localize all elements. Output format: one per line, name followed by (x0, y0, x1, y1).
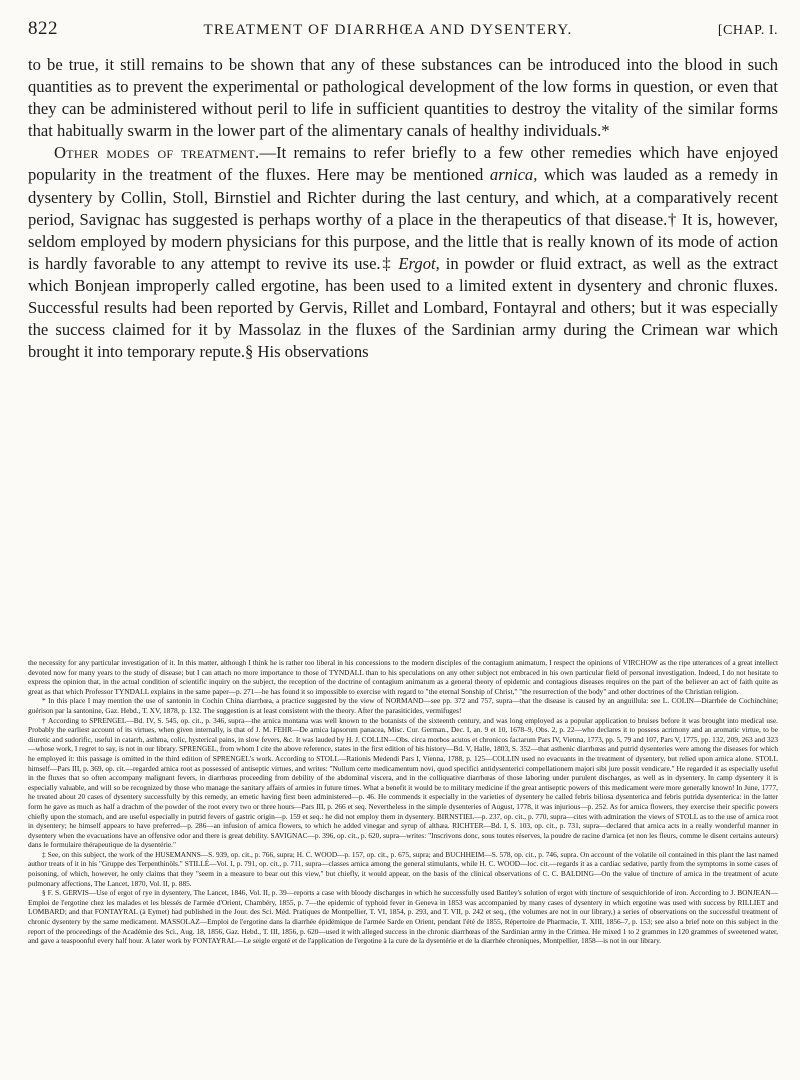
footnote-star: * In this place I may mention the use of santonin in Cochin China diarrhœa, a practice suggested by the view of NORMAND—see pp. 372 and 757, supra—that the disease is caused by an anguillula: see L. COLIN—Diarrhée de Cochinchine; guérison par la santonine, Gaz. Hebd., T. XV, 1878, p. 132. The suggestion is at least consistent with the theory. After the parasiticides, vermifuges! (28, 696, 778, 715)
paragraph-other-modes (28, 142, 778, 363)
term-ergot: Ergot, (398, 253, 440, 273)
term-arnica: arnica, (489, 165, 538, 185)
text-run: which was lauded as a remedy in dysentery by Collin, Stoll, Birnstiel and Richter during the last century, and which, at a comparatively recent period, Savignac has suggested is perhaps worthy of a place in the therapeutics of that disease.† It is, however, seldom employed by modern physicians for this purpose, and the little that is really known of its mode of action is hardly favorable to any attempt to revive its use.‡ (28, 165, 778, 273)
footnote-dagger: † According to SPRENGEL—Bd. IV, S. 545, op. cit., p. 346, supra—the arnica montana was well known to the botanists of the sixteenth century, and was long employed as a popular application to bruises before it was brought into medical use. Probably the earliest account of its virtues, when given internally, is that of J. M. FEHR—De arnica lapsorum panacea, Misc. Cur. German., Dec. I, an. 9 et 10, 1678–9, Obs. 2, p. 22—who declares it to possess acrimony and an aromatic virtue, to be diuretic and sudorific, useful in catarrh, asthma, colic, hysterical pains, in slow fevers, &c. It was lauded by H. J. COLLIN—Obs. circa morbos acutos et chronicos factarum Pars IV, Vienna, 1773, pp. 5, 79 and 107, Pars V, 1775, pp. 132, 209, 263 and 323—whose work, I regret to say, is not in our library. SPRENGEL, from whom I cite the above reference, states in the first edition of his history—Bd. V, Halle, 1803, S. 352—that asthenic diarrhœas and putrid dysenteries were among the diseases for which he employed it: this passage is omitted in the third edition of SPRENGEL's work. According to STOLL—Rationis Medendi Pars I, Vienna, 1788, p. 125—COLLIN used no evacuants in the treatment of dysentery, but relied upon arnica alone. STOLL himself—Pars III, p. 369, op. cit.—regarded arnica root as possessed of antiseptic virtues, and writes: "Nullum certe medicamentum novi, quod specifici antidysenterici compellationem majori sibi jure possit vendicare." He regarded it as especially useful in the fluxes that so often accompany malignant fevers, in diarrhœas proceeding from debility of the abdominal viscera, and in the colliquative diarrhœas of those laboring under purulent discharges, as well as in dysentery. In camp dysentery it is especially valuable, and will so be recognized by those who manage the sanitary affairs of armies in future times. What a benefit it would be to military medicine if the great antiseptic powers of this medicament were more generally known! In June, 1777, he treated about 20 cases of dysentery successfully by this remedy, an emetic having first been administered—p. 46. He commends it especially in the varieties of dysentery he called febris biliosa dysenterica and febris putrida dysenterica: in the latter form he gave as much as half a drachm of the powder of the root every two or three hours—Pars III, p. 266 et seq. Nevertheless in the simple dysenteries of August, 1778, it was injurious—p. 252. As for arnica flowers, they exercise their specific powers chiefly upon the stomach, and are useful especially in putrid fevers of gastric origin—p. 159 et seq.: he did not employ them in dysentery. BIRNSTIEL—p. 237, op. cit., p. 770, supra—cites with admiration the views of STOLL as to the use of arnica root in dysentery; he himself appears to have preferred—p. 286—an infusion of arnica flowers, to which he added vinegar and syrup of althæa. RICHTER—Bd. I, S. 103, op. cit., p. 731, supra—declared that arnica acts in a really wonderful manner in dysentery when the evacuations have an offensive odor and there is great debility. SAVIGNAC—p. 396, op. cit., p. 620, supra—writes: "Inscrivons donc, sous toutes réserves, la poudre de racine d'arnica (et non les fleurs, comme le disent certains auteurs) dans le formulaire thérapeutique de la dysentérie." (28, 715, 778, 850)
text-run: in powder or fluid extract, as well as the extract which Bonjean improperly called ergotine, has been used to a limited extent in dysentery and chronic fluxes. Successful results had been reported by Gervis, Rillet and Lombard, Fontayral and others; but it was especially the success claimed for it by Massolaz in the fluxes of the Sardinian army during the Crimean war which brought it into temporary repute.§ His observations (28, 253, 778, 362)
running-header (28, 18, 778, 44)
page-number: 822 (28, 18, 58, 39)
footnotes (28, 658, 778, 946)
footnote-section: § F. S. GERVIS—Use of ergot of rye in dysentery, The Lancet, 1846, Vol. II, p. 39—reports a case with bloody discharges in which he successfully used Battley's solution of ergot with tincture of sesquichloride of iron. According to J. BONJEAN—Emploi de l'ergotine chez les malades et les blessés de l'armée d'Orient, Chambéry, 1855, p. 7—the epidemic of typhoid fever in Geneva in 1853 was accompanied by many cases of dysentery in which ergotine was used with success by RILLIET and LOMBARD; and that FONTAYRAL (à Eymet) had published in the Jour. des Sci. Méd. Pratiques de Montpellier, T. VI, 1854, p. 293, and T. VII, p. 242 et seq., (the volumes are not in our library,) a series of observations on the successful treatment of chronic dysentery by the same medicament. MASSOLAZ—Emploi de l'ergotine dans la diarrhée épidémique de l'armée Sarde en Orient, pendant l'été de 1855, Répertoire de Pharmacie, T. XIII, 1856–7, p. 153; see also a brief note on this subject in the report of the proceedings of the Académie des Sci., Aug. 18, 1856, Gaz. Hebd., T. III, 1856, p. 620—used it with alleged success in the chronic diarrhœas of the Sardinian army in the Crimea. He mixed 1 to 2 grammes in 120 grammes of sweetened water, and gave a teaspoonful every half hour. A later work by FONTAYRAL—Le seigle ergoté et de l'application de l'ergotine à la cure de la dysentérie et de la diarrhée chroniques, Montpellier, 1858—is not in our library. (28, 888, 778, 946)
paragraph-continued: to be true, it still remains to be shown that any of these substances can be introduced into the blood in such quantities as to prevent the experimental or pathological development of the low forms in question, or even that they can be administered without peril to life in sufficient quantities to destroy the vitality of the similar forms that habitually swarm in the lower part of the alimentary canals of healthy individuals.* (28, 55, 778, 141)
footnote-double-dagger: ‡ See, on this subject, the work of the HUSEMANNS—S. 939, op. cit., p. 766, supra; H. C. WOOD—p. 157, op. cit., p. 675, supra; and BUCHHEIM—S. 578, op. cit., p. 746, supra. On account of the volatile oil contained in this plant the last named author treats of it in his "Gruppe des Terpenthinöls." STILLÉ—Vol. I, p. 791, op. cit., p. 711, supra—classes arnica among the general stimulants, while H. C. WOOD—loc. cit.—regards it as a cardiac sedative, partly from the symptoms in some cases of poisoning, of which, however, he only claims that they "seem in a measure to bear out this view," but chiefly, it would appear, on the basis of the clinical observations of C. C. BALDING—On the value of tincture of arnica in the treatment of acute pulmonary affections, The Lancet, 1870, Vol. II, p. 885. (28, 849, 778, 888)
main-text (28, 54, 778, 363)
running-title: TREATMENT OF DIARRHŒA AND DYSENTERY. (203, 22, 573, 38)
section-heading: Other modes of treatment. (54, 143, 260, 163)
text-run: —It remains to refer briefly to a few other remedies which have enjoyed popularity in the treatment of the fluxes. Here may be mentioned (28, 143, 778, 185)
chapter-label: [CHAP. I. (717, 23, 778, 38)
footnote-continuation: the necessity for any particular investigation of it. In this matter, although I think he is rather too liberal in his concessions to the modern disciples of the contagium animatum, I respect the opinions of VIRCHOW as the ripe utterances of a great intellect devoted now for many years to the study of disease; but I can attach no more importance to those of TYNDALL than to his speculations on any other subject not embraced in his own particular field of personal investigation. Indeed, I do not hesitate to express the opinion that, in the actual condition of scientific inquiry on the subject, the reception of the doctrine of contagium animatum as a general theory of epidemic and contagious diseases requires on the part of the believer an act of faith quite as great as that which Professor TYNDALL explains in the same paper—p. 271—he has found it so impossible to exercise with regard to "the eternal Sonship of Christ," "the resurrection of the body" and other doctrines of the Christian religion. (28, 658, 778, 696)
